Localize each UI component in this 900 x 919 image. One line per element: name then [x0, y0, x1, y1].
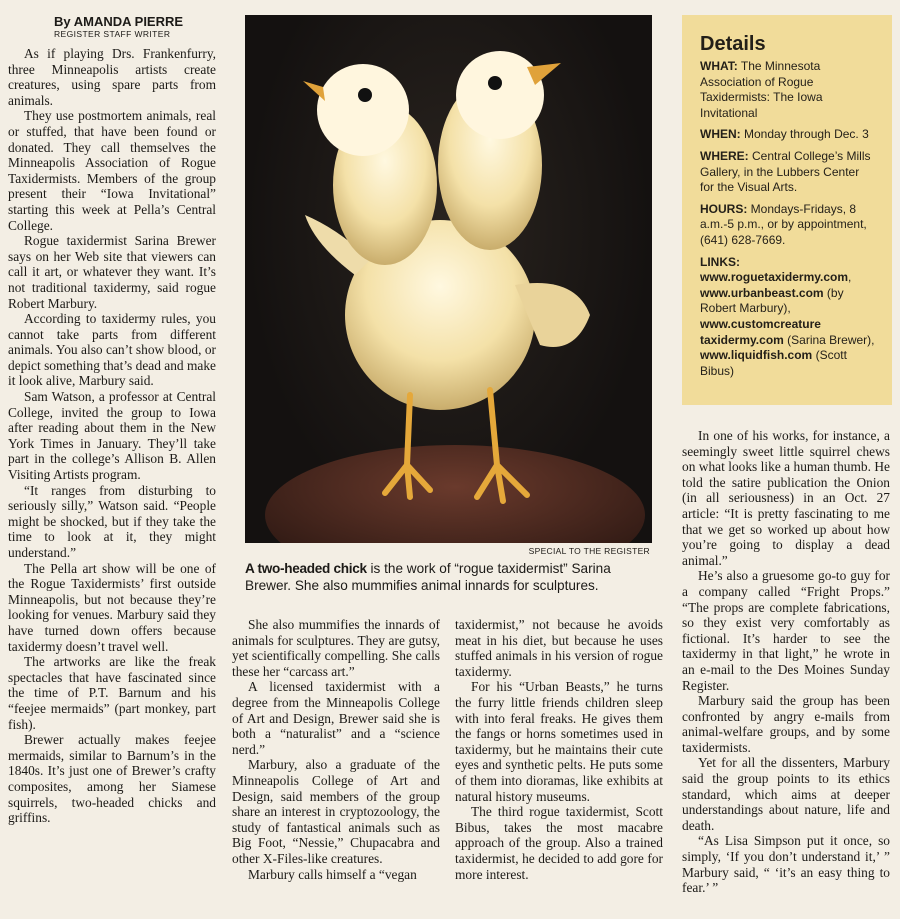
link-note: (Sarina Brewer),	[783, 332, 875, 347]
link-note: (by Robert Marbury),	[700, 285, 844, 316]
link-liquidfish[interactable]: www.liquidfish.com	[700, 348, 813, 363]
paragraph: The Pella art show will be one of the Rogue Taxidermists’ first outside Minneapolis, but not because they’re looking for venues. Marbury said they have turned down offers because taxidermy doesn’t travel well.	[8, 560, 216, 654]
paragraph: “As Lisa Simpson put it once, so simply, ‘If you don’t understand it,’ ” Marbury said, “ ‘it’s an easy thing to fear.’ ”	[682, 833, 890, 896]
article-column-4	[682, 428, 890, 896]
label: WHEN:	[700, 127, 741, 142]
paragraph: Sam Watson, a professor at Central College, invited the group to Iowa after reading about them in the New York Times in January. They’ll take part in the college’s Allison B. Allen Visiting Artists program.	[8, 389, 216, 483]
paragraph: Marbury said the group has been confronted by angry e-mails from animal-welfare groups, and by some taxidermists.	[682, 693, 890, 755]
paragraph: In one of his works, for instance, a seemingly sweet little squirrel chews on what looks like a human thumb. He told the satire publication the Onion (in all seriousness) in an Oct. 27 article: “It is pretty fascinating to me that we get so worked up about how you’re going to display a dead animal.”	[682, 428, 890, 568]
value: Central College’s Mills Gallery, in the Lubbers Center for the Visual Arts.	[700, 148, 871, 195]
value: Monday through Dec. 3	[740, 127, 869, 142]
link-customcreature[interactable]: www.customcreature taxidermy.com	[700, 316, 821, 347]
paragraph: Rogue taxidermist Sarina Brewer says on her Web site that viewers can call it art, or whatever they want. It’s not traditional taxidermy, said rogue Robert Marbury.	[8, 233, 216, 311]
paragraph: She also mummifies the innards of animals for sculptures. They are gutsy, yet scientifically compelling. She calls these her “carcass art.”	[232, 617, 440, 679]
paragraph: He’s also a gruesome go-to guy for a company called “Fright Props.” “The props are complete fabrications, so they exist very comfortably as fictional. It’s harder to see the taxidermy in that light,” he wrote in an e-mail to the Des Moines Sunday Register.	[682, 568, 890, 693]
details-what	[700, 59, 876, 121]
link-note: (Scott Bibus)	[700, 348, 847, 378]
photo-credit: SPECIAL TO THE REGISTER	[528, 546, 650, 556]
link-roguetaxidermy[interactable]: www.roguetaxidermy.com	[700, 270, 849, 285]
link-urbanbeast[interactable]: www.urbanbeast.com	[700, 285, 824, 300]
paragraph: For his “Urban Beasts,” he turns the furry little friends children sleep with into feral freaks. He gives them the fangs or horns sometimes used in taxidermy, but he maintains their cute eyes and synthetic pelts. He puts some of them into dioramas, like exhibits at natural history museums.	[455, 679, 663, 804]
paragraph: Marbury calls himself a “vegan	[248, 866, 417, 882]
details-where	[700, 149, 876, 196]
details-when	[700, 127, 876, 143]
details-hours	[700, 202, 876, 249]
article-column-3	[455, 617, 663, 882]
chick-photo	[245, 15, 652, 543]
value: The Minnesota Association of Rogue Taxidermists: The Iowa Invitational	[700, 59, 823, 120]
paragraph: A licensed taxidermist with a degree from the Minneapolis College of Art and Design, Brewer said she is both a “naturalist” and a “science nerd.”	[232, 679, 440, 757]
paragraph: Marbury, also a graduate of the Minneapolis College of Art and Design, said members of the group share an interest in cryptozoology, the study of fantastical animals such as Big Foot, “Nessie,” Chupacabra and other X-Files-like creatures.	[232, 757, 440, 866]
paragraph: As if playing Drs. Frankenfurry, three Minneapolis artists create creatures, using spare parts from animals.	[8, 46, 216, 108]
byline-author: By AMANDA PIERRE	[54, 14, 184, 29]
details-box	[682, 15, 892, 405]
link-note: ,	[848, 270, 852, 285]
paragraph: The artworks are like the freak spectacles that have fascinated since the time of P.T. Barnum and his “feejee mermaids” (part monkey, part fish).	[8, 654, 216, 732]
label: WHAT:	[700, 59, 738, 73]
paragraph: According to taxidermy rules, you cannot take parts from different animals. You also can’t show blood, or depict something that’s dead and make it look alive, Marbury said.	[8, 311, 216, 389]
value: Mondays-Fridays, 8 a.m.-5 p.m., or by appointment, (641) 628-7669.	[700, 201, 867, 247]
two-headed-chick-illustration	[245, 15, 652, 543]
paragraph: “It ranges from disturbing to seriously silly,” Watson said. “People might be shocked, but if they take the time to look at it, they might understand.”	[8, 482, 216, 560]
details-links	[700, 255, 876, 380]
paragraph: Brewer actually makes feejee mermaids, similar to Barnum’s in the 1840s. It’s just one of Brewer’s crafty composites, among her Siamese squirrels, two-headed chicks and griffins.	[8, 732, 216, 826]
caption-lead: A two-headed chick	[245, 561, 367, 576]
label: LINKS:	[700, 254, 740, 269]
paragraph: The third rogue taxidermist, Scott Bibus, takes the most macabre approach of the group. Also a trained taxidermist, he decided to add gore for more interest.	[455, 804, 663, 882]
paragraph: They use postmortem animals, real or stuffed, that have been found or donated. They call themselves the Minneapolis Association of Rogue Taxidermists. Members of the group present their “Iowa Invitational” starting this week at Pella’s Central College.	[8, 108, 216, 233]
byline-role: REGISTER STAFF WRITER	[54, 29, 171, 39]
paragraph: taxidermist,” not because he avoids meat in his diet, but because he uses stuffed animals in his version of rogue taxidermy.	[455, 617, 663, 679]
paragraph: Yet for all the dissenters, Marbury said the group points to its ethics standard, which aims at deeper understandings about nature, life and death.	[682, 755, 890, 833]
label: HOURS:	[700, 201, 748, 216]
details-title: Details	[700, 33, 766, 55]
label: WHERE:	[700, 148, 749, 163]
photo-caption	[245, 560, 655, 594]
article-column-1	[8, 14, 216, 826]
caption-text: is the work of “rogue taxidermist” Sarina Brewer. She also mummifies animal innards for sculptures.	[245, 561, 611, 593]
article-column-2	[232, 617, 440, 882]
